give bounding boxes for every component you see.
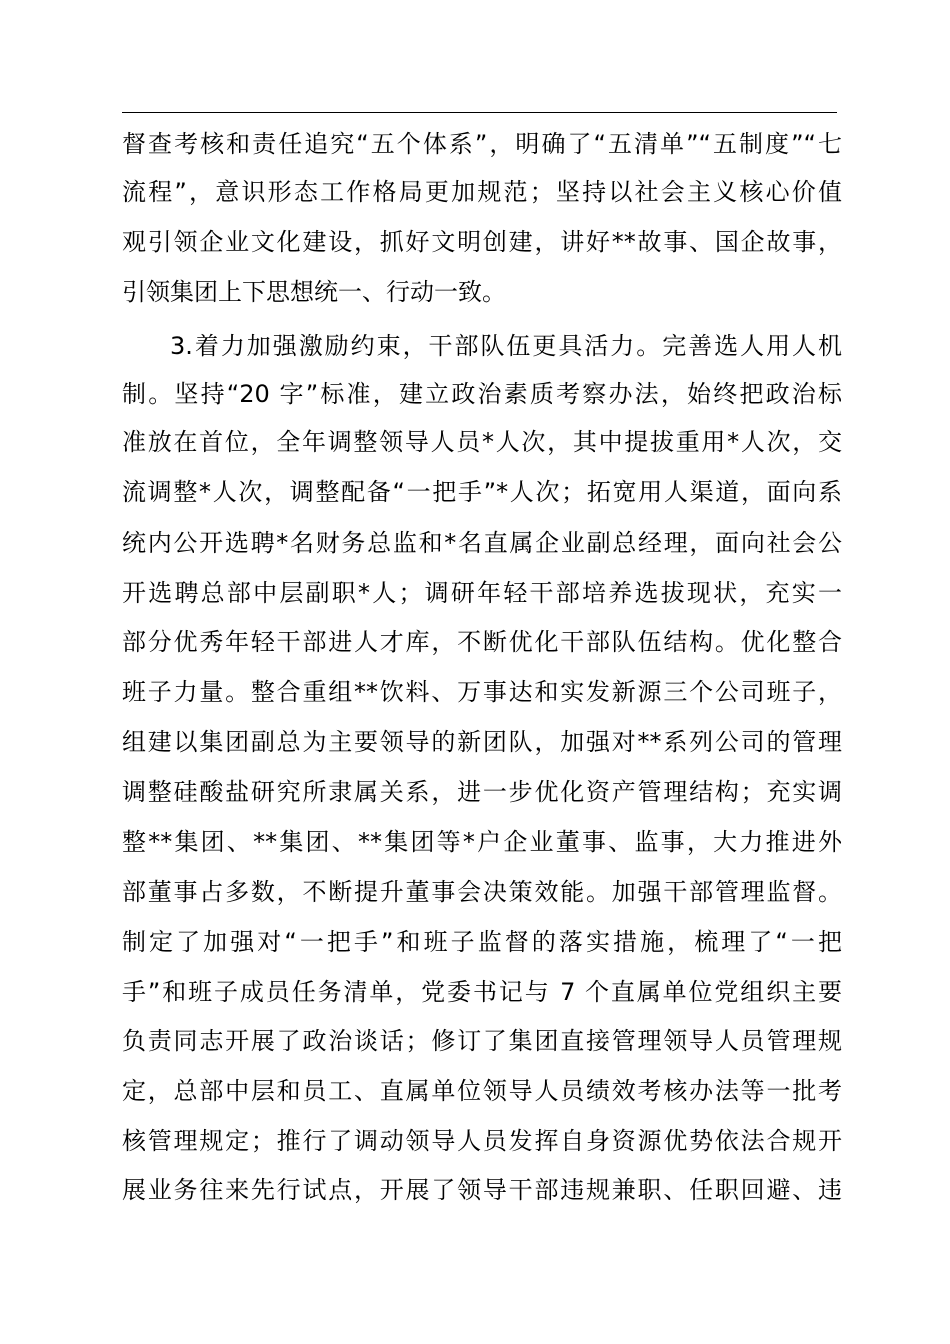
text-line-16: 部董事占多数，不断提升董事会决策效能。加强干部管理监督。 [122, 878, 842, 906]
text-line-11: 部分优秀年轻干部进人才库，不断优化干部队伍结构。优化整合 [122, 628, 842, 656]
text-line-3: 观引领企业文化建设，抓好文明创建，讲好**故事、国企故事， [122, 228, 842, 256]
text-line-20: 定，总部中层和员工、直属单位领导人员绩效考核办法等一批考 [122, 1077, 842, 1105]
text-line-14: 调整硅酸盐研究所隶属关系，进一步优化资产管理结构；充实调 [122, 778, 842, 806]
text-line-15: 整**集团、**集团、**集团等*户企业董事、监事，大力推进外 [122, 828, 842, 856]
header-rule [122, 112, 837, 113]
text-line-1: 督查考核和责任追究“五个体系”，明确了“五清单”“五制度”“七 [122, 130, 842, 158]
text-line-18: 手”和班子成员任务清单，党委书记与 7 个直属单位党组织主要 [122, 978, 842, 1006]
text-line-9: 统内公开选聘*名财务总监和*名直属企业副总经理，面向社会公 [122, 529, 842, 557]
text-line-7: 准放在首位，全年调整领导人员*人次，其中提拔重用*人次，交 [122, 428, 842, 456]
text-line-19: 负责同志开展了政治谈话；修订了集团直接管理领导人员管理规 [122, 1027, 842, 1055]
paragraph-heading-line: 3.着力加强激励约束，干部队伍更具活力。完善选人用人机 [170, 332, 842, 360]
text-line-17: 制定了加强对“一把手”和班子监督的落实措施，梳理了“一把 [122, 928, 842, 956]
text-line-8: 流调整*人次，调整配备“一把手”*人次；拓宽用人渠道，面向系 [122, 478, 842, 506]
text-line-13: 组建以集团副总为主要领导的新团队，加强对**系列公司的管理 [122, 728, 842, 756]
text-line-22: 展业务往来先行试点，开展了领导干部违规兼职、任职回避、违 [122, 1176, 842, 1204]
text-line-4: 引领集团上下思想统一、行动一致。 [122, 278, 506, 306]
text-line-6: 制。坚持“20 字”标准，建立政治素质考察办法，始终把政治标 [122, 380, 842, 408]
text-line-12: 班子力量。整合重组**饮料、万事达和实发新源三个公司班子， [122, 678, 842, 706]
text-line-10: 开选聘总部中层副职*人；调研年轻干部培养选拔现状，充实一 [122, 579, 842, 607]
text-line-2: 流程”，意识形态工作格局更加规范；坚持以社会主义核心价值 [122, 178, 842, 206]
text-line-21: 核管理规定；推行了调动领导人员发挥自身资源优势依法合规开 [122, 1127, 842, 1155]
